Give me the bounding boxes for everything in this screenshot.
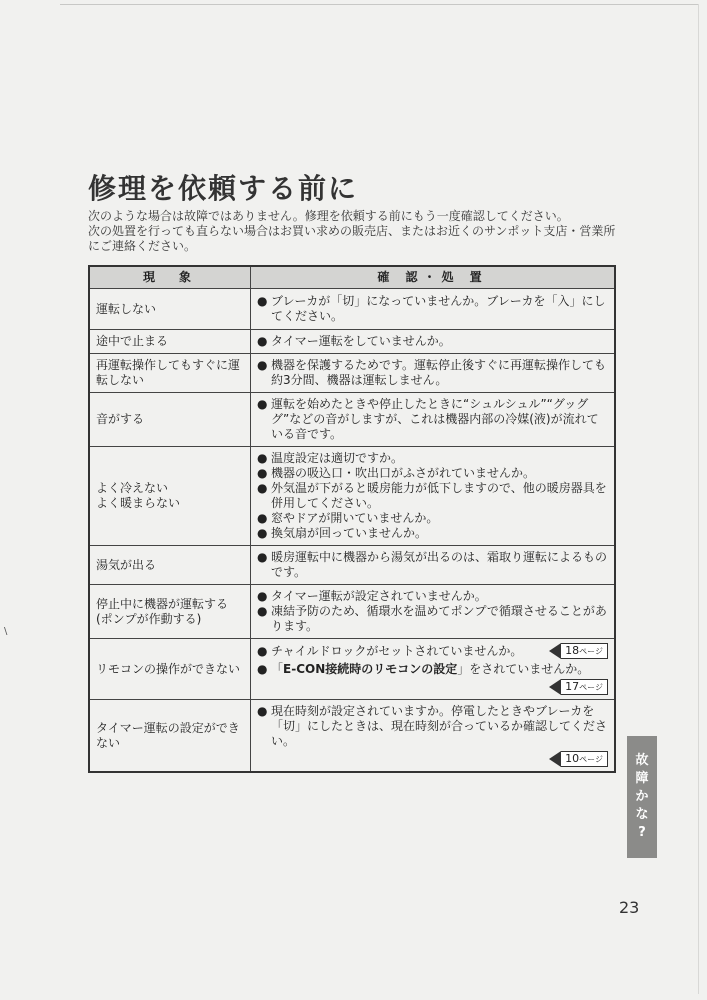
symptom-cell: 湯気が出る [89,546,251,585]
check-text: 暖房運転中に機器から湯気が出るのは、霜取り運転によるものです。 [271,550,608,579]
bullet-icon: ● [257,604,268,618]
page-ref-number: 18 [565,644,580,657]
bullet-icon: ● [257,451,268,465]
check-text: 機器を保護するためです。運転停止後すぐに再運転操作しても約3分間、機器は運転しません。 [271,358,607,387]
bullet-icon: ● [257,294,268,308]
section-tab-char: 障 [635,771,649,786]
check-cell [251,700,616,773]
bullet-icon: ● [257,466,268,480]
check-cell [251,289,616,330]
symptom-cell: 再運転操作してもすぐに運転しない [89,354,251,393]
check-text: タイマー運転をしていませんか。 [271,334,451,348]
bullet-icon: ● [257,643,268,658]
bullet-icon: ● [257,526,268,540]
header-check: 確 認・処 置 [251,266,616,289]
margin-mark: \ [4,626,8,637]
check-text: 外気温が下がると暖房能力が低下しますので、他の暖房器具を併用してください。 [271,481,607,510]
section-tab-char: ? [638,825,646,840]
table-row [89,354,615,393]
section-tab-char: か [635,789,649,804]
section-tab-char: な [635,807,649,822]
page-ref-arrow-icon [549,679,561,695]
symptom-cell: タイマー運転の設定ができない [89,700,251,773]
intro-line: にご連絡ください。 [88,239,197,253]
header-symptom: 現 象 [89,266,251,289]
intro-line: 次のような場合は故障ではありません。修理を依頼する前にもう一度確認してください。 [88,209,569,223]
symptom-cell: 停止中に機器が運転する (ポンプが作動する) [89,585,251,639]
top-border-line [60,4,699,5]
table-row [89,330,615,354]
table-row [89,447,615,546]
page-ref [549,679,608,695]
page-number: 23 [619,898,640,917]
page-ref [549,751,608,767]
check-cell [251,354,616,393]
check-text: 運転を始めたときや停止したときに“シュルシュル”“グッググ”などの音がしますが、これは機器内部の冷媒(液)が流れている音です。 [271,397,599,441]
check-text: 換気扇が回っていませんか。 [271,526,428,540]
page-ref-number: 10 [565,752,580,765]
table-row [89,585,615,639]
table-row [89,393,615,447]
check-text: チャイルドロックがセットされていませんか。 [271,643,523,658]
bullet-icon: ● [257,662,268,676]
check-text: 窓やドアが開いていませんか。 [271,511,439,525]
bullet-icon: ● [257,397,268,411]
page-ref-suffix: ページ [579,683,603,692]
page-title: 修理を依頼する前に [88,172,359,205]
symptom-cell: よく冷えない よく暖まらない [89,447,251,546]
bullet-icon: ● [257,334,268,348]
table-row [89,700,615,773]
check-text: 「E-CON接続時のリモコンの設定」をされていませんか。 [271,662,590,676]
table-row [89,289,615,330]
symptom-cell: 音がする [89,393,251,447]
check-cell [251,639,616,700]
bullet-icon: ● [257,704,268,718]
table-header-row [89,266,615,289]
page-ref-arrow-icon [549,751,561,767]
check-text: 温度設定は適切ですか。 [271,451,404,465]
check-text: タイマー運転が設定されていませんか。 [271,589,487,603]
section-tab [627,736,657,858]
page-ref-number: 17 [565,680,580,693]
bullet-icon: ● [257,550,268,564]
page-ref [549,643,608,659]
symptom-cell: 運転しない [89,289,251,330]
page-ref-suffix: ページ [579,755,603,764]
right-border-line [698,4,699,994]
symptom-cell: 途中で止まる [89,330,251,354]
bullet-icon: ● [257,358,268,372]
check-text: ブレーカが「切」になっていませんか。ブレーカを「入」にしてください。 [271,294,606,323]
check-cell [251,330,616,354]
page-ref-arrow-icon [549,643,561,659]
check-text: 機器の吸込口・吹出口がふさがれていませんか。 [271,466,536,480]
table-row [89,639,615,700]
symptom-cell: リモコンの操作ができない [89,639,251,700]
bullet-icon: ● [257,481,268,495]
check-text: 凍結予防のため、循環水を温めてポンプで循環させることがあります。 [271,604,607,633]
check-text: 現在時刻が設定されていますか。停電したときやブレーカを「切」にしたときは、現在時刻が合っているか確認してください。 [271,704,608,748]
check-cell [251,546,616,585]
check-cell [251,585,616,639]
table-row [89,546,615,585]
check-cell [251,393,616,447]
check-cell [251,447,616,546]
bullet-icon: ● [257,511,268,525]
intro-text [88,209,628,254]
page-ref-suffix: ページ [579,647,603,656]
bold-setting-name: E-CON接続時のリモコンの設定 [283,662,458,676]
section-tab-char: 故 [635,753,649,768]
bullet-icon: ● [257,589,268,603]
intro-line: 次の処置を行っても直らない場合はお買い求めの販売店、またはお近くのサンポット支店・営業所 [88,224,616,238]
troubleshooting-table [88,265,616,773]
